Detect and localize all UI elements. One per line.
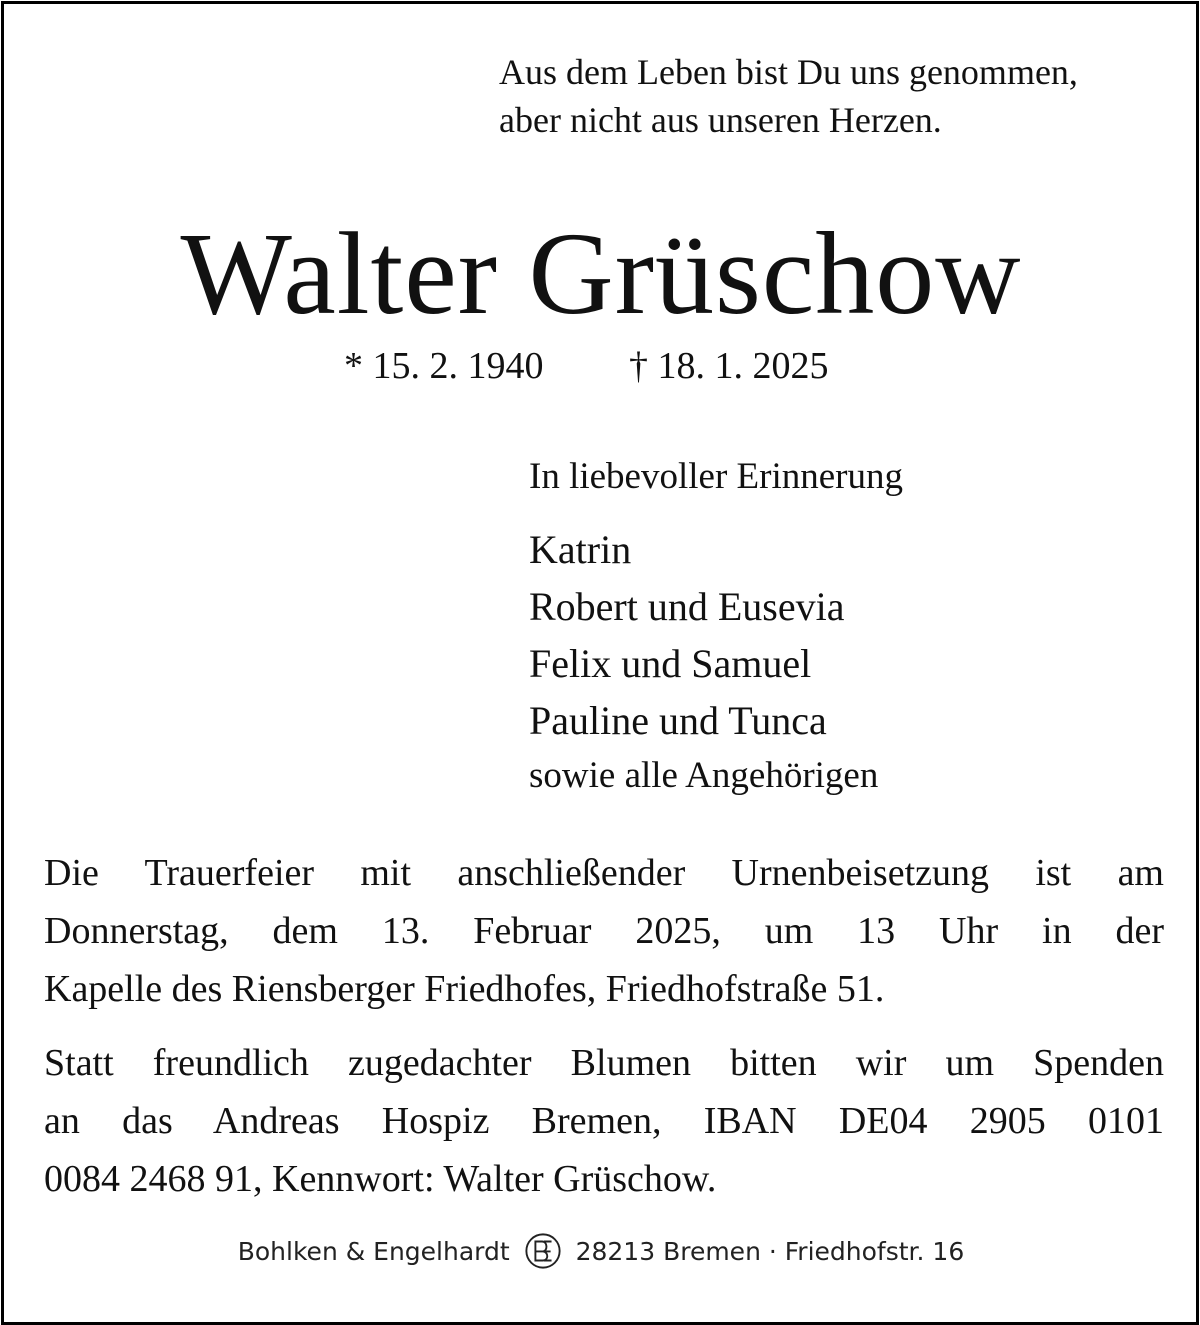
funeral-home-address: 28213 Bremen · Friedhofstr. 16 [575, 1237, 965, 1266]
donation-line: Statt freundlich zugedachter Blumen bitten wir um Spenden [44, 1042, 1164, 1084]
motto [499, 48, 1078, 144]
donation-paragraph [44, 1034, 1164, 1208]
funeral-home-name: Bohlken & Engelhardt [237, 1237, 510, 1266]
motto-line-1: Aus dem Leben bist Du uns genommen, [499, 52, 1078, 92]
mourner-name: Pauline und Tunca [529, 698, 827, 743]
mourners-closing: sowie alle Angehörigen [529, 755, 879, 796]
ceremony-line: Donnerstag, dem 13. Februar 2025, um 13 Uhr in der [44, 910, 1164, 952]
deceased-name: Walter Grüschow [180, 208, 1022, 339]
donation-line: 0084 2468 91, Kennwort: Walter Grüschow. [44, 1158, 717, 1200]
ceremony-line: Die Trauerfeier mit anschließender Urnenbeisetzung ist am [44, 852, 1164, 894]
ceremony-line: Kapelle des Riensberger Friedhofes, Friedhofstraße 51. [44, 968, 885, 1010]
donation-line: an das Andreas Hospiz Bremen, IBAN DE04 2905 0101 [44, 1100, 1164, 1142]
birth-date: * 15. 2. 1940 [344, 345, 544, 387]
funeral-home-footer [4, 1232, 1198, 1274]
obituary-frame [1, 1, 1199, 1325]
mourner-name: Katrin [529, 527, 632, 572]
death-date: † 18. 1. 2025 [629, 345, 829, 387]
mourner-name: Felix und Samuel [529, 641, 812, 686]
mourners-list [529, 521, 1129, 803]
ceremony-paragraph [44, 844, 1164, 1018]
motto-line-2: aber nicht aus unseren Herzen. [499, 100, 942, 140]
be-monogram-logo-icon [524, 1232, 562, 1270]
mourner-name: Robert und Eusevia [529, 584, 845, 629]
memory-intro: In liebevoller Erinnerung [529, 456, 903, 497]
